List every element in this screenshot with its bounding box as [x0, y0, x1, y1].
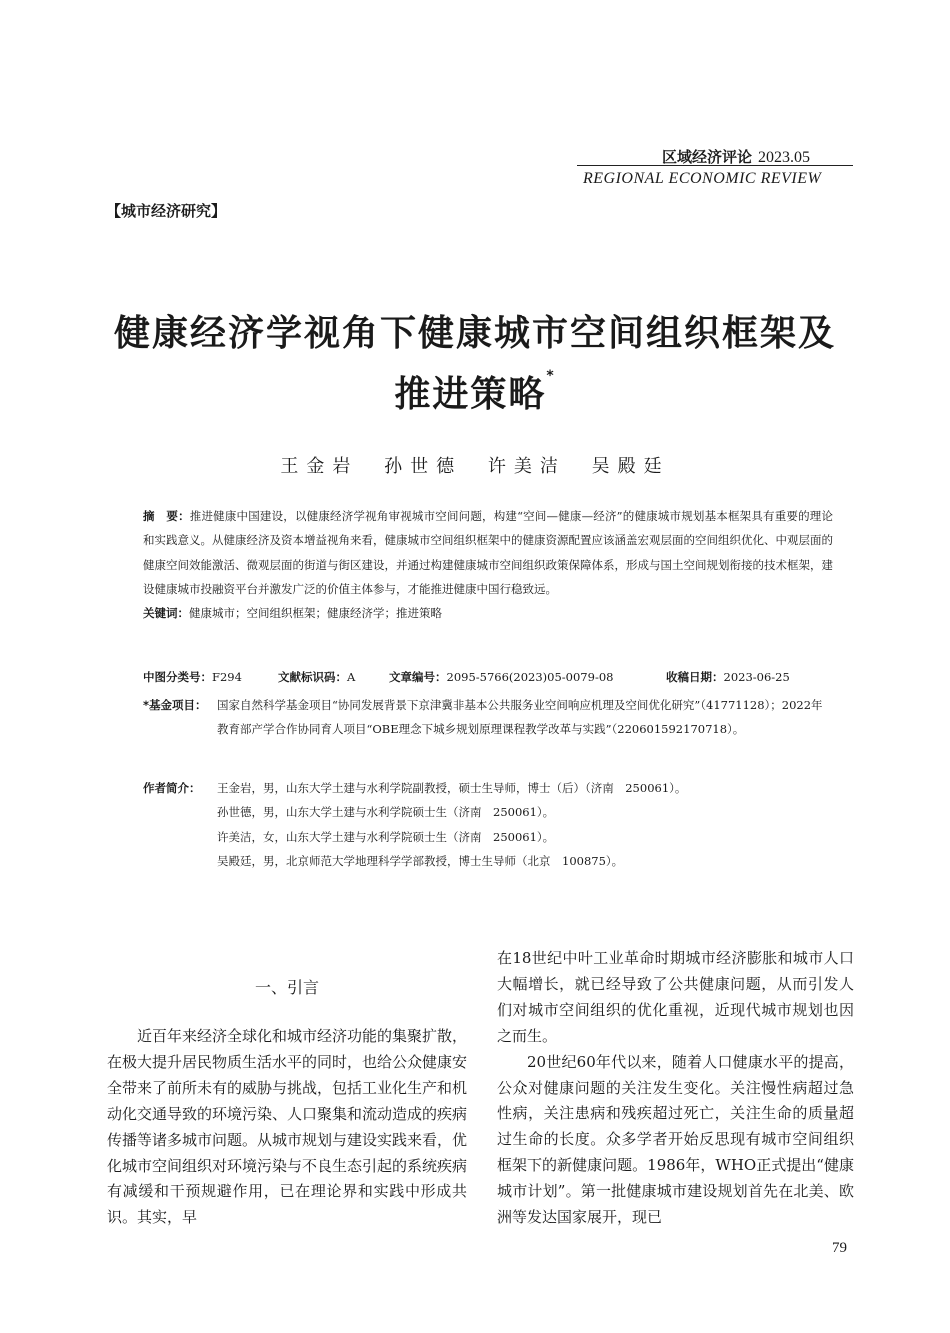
journal-issue: 2023.05: [758, 149, 810, 166]
body-paragraph: 近百年来经济全球化和城市经济功能的集聚扩散，在极大提升居民物质生活水平的同时，也给公众健康安全带来了前所未有的威胁与挑战，包括工业化生产和机动化交通导致的环境污染、人口聚集和流动造成的疾病传播等诸多城市问题。从城市规划与建设实践来看，优化城市空间组织对环境污染与不良生态引起的系统疾病有减缓和干预规避作用，已在理论界和实践中形成共识。其实，早: [107, 1027, 468, 1227]
fund-text: 国家自然科学基金项目“协同发展背景下京津冀非基本公共服务业空间响应机理及空间优化研究”（41771128）；2022年教育部产学合作协同育人项目“OBE理念下城乡规划原理课程教学改革与实践”（220601592170718）。: [217, 698, 823, 736]
header-rule: [577, 165, 853, 166]
journal-name-cn: 区域经济评论: [661, 148, 752, 166]
author-list: [0, 452, 950, 478]
author-intro-label: 作者简介：: [143, 781, 201, 795]
title-footnote-mark: *: [546, 368, 556, 384]
column-tag: 【城市经济研究】: [106, 202, 227, 220]
body-paragraph: 20世纪60年代以来，随着人口健康水平的提高，公众对健康问题的关注发生变化。关注慢性病超过急性病，关注患病和残疾超过死亡，关注生命的质量超过生命的长度。众多学者开始反思现有城市空间组织框架下的新健康问题。1986年，WHO正式提出“健康城市计划”。第一批健康城市建设规划首先在北美、欧洲等发达国家展开，现已: [497, 1052, 854, 1227]
journal-name-en: REGIONAL ECONOMIC REVIEW: [583, 170, 822, 187]
journal-name: [662, 146, 810, 167]
body-column-right: [497, 946, 854, 1231]
keywords-text: 健康城市；空间组织框架；健康经济学；推进策略: [189, 606, 442, 621]
keywords-label: 关键词：: [143, 606, 189, 621]
fund-label: *基金项目：: [143, 698, 207, 712]
page-number: 79: [832, 1240, 847, 1256]
abstract-label: 摘 要：: [143, 509, 190, 523]
body-column-left: [107, 1024, 467, 1231]
paper-title-line2: [0, 366, 950, 417]
author-1: 王金岩: [280, 456, 359, 477]
author-intro-line: 吴殿廷，男，北京师范大学地理科学学部教授，博士生导师（北京 100875）。: [217, 853, 624, 868]
author-intro: [143, 776, 833, 868]
author-3: 许美洁: [487, 456, 566, 477]
author-4: 吴殿廷: [591, 456, 670, 477]
abstract: [143, 504, 833, 625]
author-2: 孙世德: [384, 456, 463, 477]
author-intro-line: 孙世德，男，山东大学土建与水利学院硕士生（济南 250061）。: [217, 805, 555, 820]
author-intro-line: 王金岩，男，山东大学土建与水利学院副教授，硕士生导师，博士（后）（济南 250061）。: [217, 781, 687, 795]
article-number: 文章编号：2095-5766(2023)05-0079-08: [389, 670, 614, 684]
clc-code: 中图分类号：F294: [143, 670, 242, 684]
fund-info: [143, 693, 833, 736]
body-paragraph: 在18世纪中叶工业革命时期城市经济膨胀和城市人口大幅增长，就已经导致了公共健康问题，从而引发人们对城市空间组织的优化重视，近现代城市规划也因之而生。: [497, 949, 854, 1045]
abstract-text: 推进健康中国建设，以健康经济学视角审视城市空间问题，构建“空间—健康—经济”的健康城市规划基本框架具有重要的理论和实践意义。从健康经济及资本增益视角来看，健康城市空间组织框架中的健康资源配置应该涵盖宏观层面的空间组织优化、中观层面的健康空间效能激活、微观层面的街道与街区建设，并通过构建健康城市空间组织政策保障体系，形成与国土空间规划衔接的技术框架，建设健康城市投融资平台并激发广泛的价值主体参与，才能推进健康中国行稳致远。: [143, 509, 833, 596]
classification-row: [143, 665, 833, 689]
author-intro-line: 许美洁，女，山东大学土建与水利学院硕士生（济南 250061）。: [217, 829, 555, 844]
doc-code: 文献标识码：A: [278, 670, 356, 684]
paper-title-line2-text: 推进策略: [394, 374, 547, 415]
paper-title-line1: 健康经济学视角下健康城市空间组织框架及: [113, 313, 836, 354]
section-heading: 一、引言: [255, 978, 320, 997]
received-date: 收稿日期：2023-06-25: [666, 670, 790, 684]
